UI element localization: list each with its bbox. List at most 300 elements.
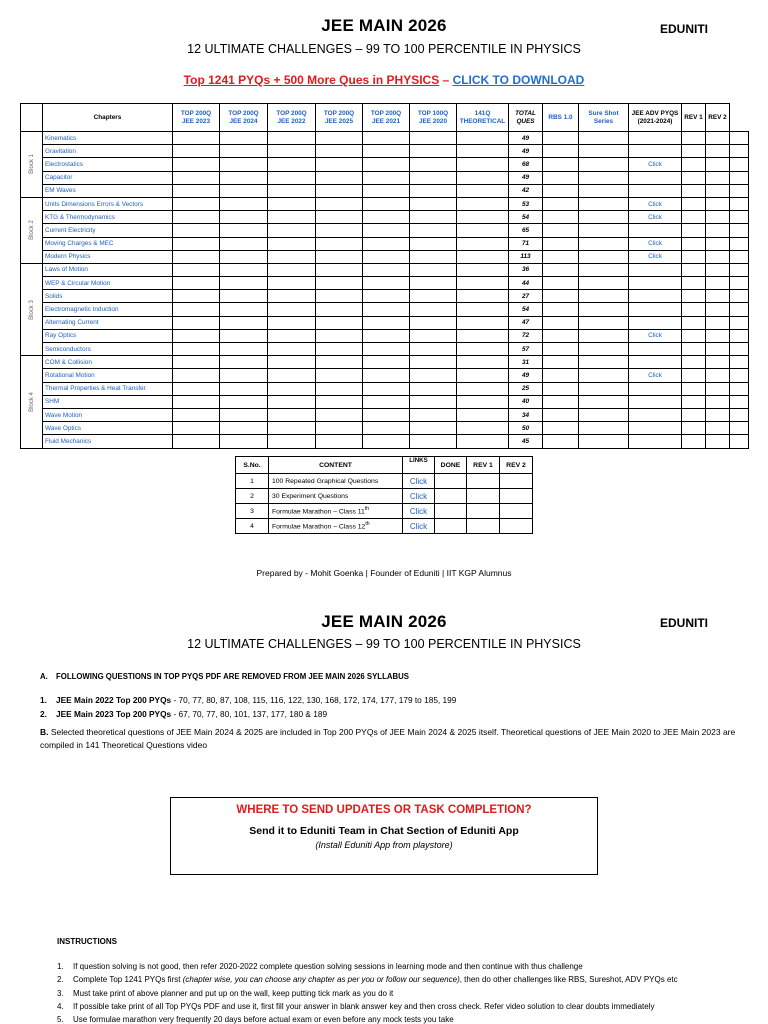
chapter-link[interactable]: Electromagnetic Induction (43, 303, 173, 316)
chapter-link[interactable]: Ray Optics (43, 329, 173, 342)
total-questions: 68 (509, 158, 543, 171)
adv-pyq-link (629, 263, 682, 276)
instruction-num: 5. (57, 1015, 64, 1024)
table-row (21, 422, 749, 435)
empty-cell (682, 184, 706, 197)
empty-cell (410, 250, 457, 263)
content-text: Formulae Marathon – Class 12 (272, 523, 366, 531)
page2-brand: EDUNITI (660, 616, 708, 630)
empty-cell (316, 422, 363, 435)
empty-cell (220, 329, 268, 342)
empty-cell (316, 316, 363, 329)
chapter-link[interactable]: Fluid Mechanics (43, 435, 173, 448)
empty-cell (316, 132, 363, 145)
total-questions: 27 (509, 290, 543, 303)
empty-cell (173, 211, 220, 224)
content-column-header: LINKS (403, 457, 435, 474)
empty-cell (363, 250, 410, 263)
page-subtitle: 12 ULTIMATE CHALLENGES – 99 TO 100 PERCENTILE IN PHYSICS (187, 42, 581, 56)
empty-cell (682, 343, 706, 356)
column-header: RBS 1.0 (543, 104, 579, 132)
empty-cell (457, 171, 509, 184)
total-questions: 31 (509, 356, 543, 369)
empty-cell (457, 382, 509, 395)
content-link[interactable]: Click (403, 504, 435, 519)
page2-title: JEE MAIN 2026 (321, 612, 447, 631)
empty-cell (173, 171, 220, 184)
total-questions: 49 (509, 132, 543, 145)
total-questions: 113 (509, 250, 543, 263)
empty-cell (579, 408, 629, 421)
instruction-after: , then do other challenges like RBS, Sureshot, ADV PYQs etc (459, 975, 678, 985)
empty-cell (730, 184, 749, 197)
total-questions: 53 (509, 197, 543, 210)
empty-cell (579, 422, 629, 435)
empty-cell (410, 171, 457, 184)
adv-pyq-link[interactable]: Click (629, 250, 682, 263)
empty-cell (730, 395, 749, 408)
block-label (21, 263, 43, 355)
adv-pyq-link (629, 422, 682, 435)
empty-cell (220, 250, 268, 263)
empty-cell (457, 224, 509, 237)
empty-cell (543, 290, 579, 303)
content-text: Formulae Marathon – Class 11 (272, 508, 365, 516)
empty-cell (173, 382, 220, 395)
empty-cell (268, 197, 316, 210)
instructions-list (57, 960, 757, 1024)
chapter-link[interactable]: Laws of Motion (43, 263, 173, 276)
empty-cell (543, 263, 579, 276)
chapter-link[interactable]: Electrostatics (43, 158, 173, 171)
total-questions: 36 (509, 263, 543, 276)
empty-cell (173, 369, 220, 382)
empty-cell (410, 132, 457, 145)
empty-cell (316, 329, 363, 342)
empty-cell (316, 145, 363, 158)
removed-num: 1. (40, 695, 47, 705)
empty-cell (173, 250, 220, 263)
empty-cell (706, 408, 730, 421)
table-row (21, 316, 749, 329)
total-questions: 44 (509, 277, 543, 290)
chapters-table (20, 103, 749, 449)
chapter-link[interactable]: Current Electricity (43, 224, 173, 237)
empty-cell (363, 435, 410, 448)
content-name (269, 504, 403, 519)
empty-cell (730, 250, 749, 263)
adv-pyq-link[interactable]: Click (629, 158, 682, 171)
table-row (21, 184, 749, 197)
empty-cell (730, 171, 749, 184)
chapter-link[interactable]: Semiconductors (43, 343, 173, 356)
empty-cell (579, 435, 629, 448)
empty-cell (730, 369, 749, 382)
chapter-link[interactable]: Kinematics (43, 132, 173, 145)
chapter-link[interactable]: Solids (43, 290, 173, 303)
empty-cell (173, 158, 220, 171)
empty-cell (682, 158, 706, 171)
empty-cell (220, 197, 268, 210)
chapter-link[interactable]: KTG & Thermodynamics (43, 211, 173, 224)
empty-cell (457, 408, 509, 421)
empty-cell (268, 145, 316, 158)
column-header: TOP 100Q JEE 2020 (410, 104, 457, 132)
chapter-link[interactable]: Moving Charges & MEC (43, 237, 173, 250)
adv-pyq-link (629, 382, 682, 395)
empty-cell (682, 197, 706, 210)
empty-cell (543, 145, 579, 158)
instruction-item (57, 973, 757, 986)
empty-cell (173, 145, 220, 158)
block-label (21, 197, 43, 263)
empty-cell (173, 263, 220, 276)
empty-cell (410, 184, 457, 197)
table-row (21, 250, 749, 263)
table-row (21, 356, 749, 369)
empty-cell (220, 369, 268, 382)
empty-cell (682, 237, 706, 250)
empty-cell (363, 329, 410, 342)
block-label-text: Block 2 (28, 220, 35, 241)
table-row (21, 237, 749, 250)
empty-cell (173, 197, 220, 210)
empty-cell (363, 343, 410, 356)
chapter-link[interactable]: Rotational Motion (43, 369, 173, 382)
section-a-text: FOLLOWING QUESTIONS IN TOP PYQS PDF ARE REMOVED FROM JEE MAIN 2026 SYLLABUS (56, 672, 409, 681)
empty-cell (220, 290, 268, 303)
instruction-num: 2. (57, 975, 64, 985)
empty-cell (543, 316, 579, 329)
content-column-header: REV 1 (467, 457, 500, 474)
chapter-link[interactable]: Wave Optics (43, 422, 173, 435)
empty-cell (268, 250, 316, 263)
empty-cell (730, 382, 749, 395)
empty-cell (730, 343, 749, 356)
total-questions: 49 (509, 171, 543, 184)
adv-pyq-link[interactable]: Click (629, 237, 682, 250)
empty-cell (706, 343, 730, 356)
total-questions: 42 (509, 184, 543, 197)
empty-cell (316, 277, 363, 290)
column-header: Chapters (43, 104, 173, 132)
content-link[interactable]: Click (403, 489, 435, 504)
empty-cell (173, 356, 220, 369)
chapter-link[interactable]: COM & Collision (43, 356, 173, 369)
content-link[interactable]: Click (403, 519, 435, 534)
removed-item (40, 695, 740, 709)
empty-cell (173, 224, 220, 237)
chapter-link[interactable]: EM Waves (43, 184, 173, 197)
empty-cell (706, 184, 730, 197)
adv-pyq-link[interactable]: Click (629, 211, 682, 224)
empty-cell (410, 356, 457, 369)
empty-cell (457, 316, 509, 329)
table-row (21, 158, 749, 171)
column-header: 141Q THEORETICAL (457, 104, 509, 132)
empty-cell (543, 197, 579, 210)
chapter-link[interactable]: Units Dimensions Errors & Vectors (43, 197, 173, 210)
empty-cell (706, 197, 730, 210)
empty-cell (363, 197, 410, 210)
page-title: JEE MAIN 2026 (321, 16, 447, 35)
instructions-title: INSTRUCTIONS (57, 937, 117, 946)
total-questions: 40 (509, 395, 543, 408)
empty-cell (220, 356, 268, 369)
empty-cell (457, 435, 509, 448)
empty-cell (706, 382, 730, 395)
chapter-link[interactable]: Wave Motion (43, 408, 173, 421)
table-header-row (21, 104, 749, 132)
empty-cell (363, 369, 410, 382)
empty-cell (579, 343, 629, 356)
block-label (21, 356, 43, 448)
empty-cell (457, 145, 509, 158)
empty-cell (579, 263, 629, 276)
empty-cell (316, 184, 363, 197)
empty-cell (316, 197, 363, 210)
adv-pyq-link (629, 132, 682, 145)
total-questions: 54 (509, 303, 543, 316)
empty-cell (410, 211, 457, 224)
empty-cell (543, 422, 579, 435)
removed-item (40, 709, 740, 723)
empty-cell (543, 250, 579, 263)
empty-cell (363, 356, 410, 369)
adv-pyq-link[interactable]: Click (629, 197, 682, 210)
empty-cell (543, 171, 579, 184)
chapter-link[interactable]: Modern Physics (43, 250, 173, 263)
table-row (21, 290, 749, 303)
empty-cell (457, 184, 509, 197)
empty-cell (268, 171, 316, 184)
empty-cell (268, 263, 316, 276)
empty-cell (220, 158, 268, 171)
empty-cell (730, 422, 749, 435)
empty-cell (220, 211, 268, 224)
instruction-item (57, 987, 757, 1000)
adv-pyq-link (629, 316, 682, 329)
empty-cell (220, 224, 268, 237)
empty-cell (706, 237, 730, 250)
empty-cell (706, 132, 730, 145)
empty-cell (363, 408, 410, 421)
empty-cell (268, 395, 316, 408)
total-questions: 50 (509, 422, 543, 435)
empty-cell (173, 408, 220, 421)
empty-cell (435, 474, 467, 489)
content-table-header (236, 457, 533, 474)
promo-dash: – (439, 73, 453, 87)
column-header: Sure Shot Series (579, 104, 629, 132)
total-questions: 34 (509, 408, 543, 421)
content-column-header: CONTENT (269, 457, 403, 474)
content-text: 100 Repeated Graphical Questions (272, 477, 379, 485)
empty-cell (730, 145, 749, 158)
empty-cell (706, 395, 730, 408)
section-b-label: B. (40, 727, 49, 737)
empty-cell (316, 171, 363, 184)
empty-cell (730, 290, 749, 303)
instruction-item (57, 1000, 757, 1013)
box-answer: Send it to Eduniti Team in Chat Section of Eduniti App (249, 825, 519, 837)
empty-cell (730, 329, 749, 342)
empty-cell (173, 343, 220, 356)
chapter-link[interactable]: WEP & Circular Motion (43, 277, 173, 290)
empty-cell (579, 237, 629, 250)
chapter-link[interactable]: Gravitation (43, 145, 173, 158)
empty-cell (220, 395, 268, 408)
instruction-text: Must take print of above planner and put up on the wall, keep putting tick mark as you do it (73, 988, 394, 998)
column-header: TOP 200Q JEE 2025 (316, 104, 363, 132)
empty-cell (682, 132, 706, 145)
table-row (21, 329, 749, 342)
empty-cell (730, 435, 749, 448)
empty-cell (730, 408, 749, 421)
total-questions: 25 (509, 382, 543, 395)
content-text: 30 Experiment Questions (272, 492, 349, 500)
block-header (21, 104, 43, 132)
empty-cell (363, 422, 410, 435)
removed-text: - 70, 77, 80, 87, 108, 115, 116, 122, 130, 168, 172, 174, 177, 179 to 185, 199 (171, 695, 457, 705)
chapter-link[interactable]: SHM (43, 395, 173, 408)
empty-cell (706, 422, 730, 435)
column-header: TOP 200Q JEE 2023 (173, 104, 220, 132)
empty-cell (579, 184, 629, 197)
empty-cell (173, 435, 220, 448)
empty-cell (363, 290, 410, 303)
empty-cell (543, 369, 579, 382)
table-row (21, 395, 749, 408)
empty-cell (268, 224, 316, 237)
empty-cell (173, 316, 220, 329)
empty-cell (682, 211, 706, 224)
empty-cell (467, 489, 500, 504)
empty-cell (682, 435, 706, 448)
empty-cell (268, 303, 316, 316)
empty-cell (730, 356, 749, 369)
table-row (21, 343, 749, 356)
empty-cell (706, 435, 730, 448)
adv-pyq-link[interactable]: Click (629, 329, 682, 342)
empty-cell (363, 263, 410, 276)
empty-cell (316, 369, 363, 382)
empty-cell (706, 356, 730, 369)
empty-cell (543, 158, 579, 171)
empty-cell (173, 290, 220, 303)
empty-cell (268, 132, 316, 145)
empty-cell (363, 132, 410, 145)
adv-pyq-link (629, 171, 682, 184)
empty-cell (268, 343, 316, 356)
serial-number: 2 (236, 489, 269, 504)
download-link[interactable]: CLICK TO DOWNLOAD (452, 73, 585, 87)
content-link[interactable]: Click (403, 474, 435, 489)
section-a-label: A. (40, 672, 48, 681)
empty-cell (457, 356, 509, 369)
instruction-text: If possible take print of all Top PYQs PDF and use it, first fill your answer in blank answer key and then cross check. Refer video solution to clear doubts immediately (73, 1001, 655, 1011)
content-column-header: DONE (435, 457, 467, 474)
content-table (235, 456, 533, 534)
empty-cell (220, 132, 268, 145)
empty-cell (706, 224, 730, 237)
empty-cell (410, 343, 457, 356)
empty-cell (363, 158, 410, 171)
empty-cell (730, 316, 749, 329)
empty-cell (316, 263, 363, 276)
empty-cell (579, 382, 629, 395)
empty-cell (435, 519, 467, 534)
empty-cell (268, 435, 316, 448)
instruction-num: 4. (57, 1001, 64, 1011)
adv-pyq-link (629, 290, 682, 303)
content-row (236, 474, 533, 489)
block-label-text: Block 3 (28, 299, 35, 320)
total-questions: 54 (509, 211, 543, 224)
chapter-link[interactable]: Capacitor (43, 171, 173, 184)
empty-cell (268, 158, 316, 171)
empty-cell (457, 158, 509, 171)
empty-cell (268, 329, 316, 342)
section-b-text: Selected theoretical questions of JEE Main 2024 & 2025 are included in Top 200 PYQs of JEE Main 2024 & 2025 itself. Theoretical questions of JEE Main 2020 to JEE Main 2023 are compiled in 141 Theoretical Questions video (40, 727, 736, 750)
removed-label: JEE Main 2022 Top 200 PYQs (56, 695, 172, 705)
empty-cell (543, 211, 579, 224)
total-questions: 47 (509, 316, 543, 329)
empty-cell (706, 329, 730, 342)
empty-cell (579, 224, 629, 237)
column-header: TOP 200Q JEE 2022 (268, 104, 316, 132)
empty-cell (579, 369, 629, 382)
adv-pyq-link (629, 435, 682, 448)
empty-cell (410, 237, 457, 250)
promo-text: Top 1241 PYQs + 500 More Ques in PHYSICS (183, 73, 440, 87)
adv-pyq-link[interactable]: Click (629, 369, 682, 382)
serial-number: 4 (236, 519, 269, 534)
empty-cell (467, 474, 500, 489)
empty-cell (268, 277, 316, 290)
chapter-link[interactable]: Thermal Properties & Heat Transfer (43, 382, 173, 395)
block-label-text: Block 4 (28, 392, 35, 412)
instruction-text: If question solving is not good, then refer 2020-2022 complete question solving sessions in learning mode and then continue with thus challenge (73, 962, 583, 971)
empty-cell (410, 382, 457, 395)
empty-cell (268, 316, 316, 329)
chapter-link[interactable]: Alternating Current (43, 316, 173, 329)
empty-cell (682, 422, 706, 435)
table-row (21, 435, 749, 448)
empty-cell (730, 197, 749, 210)
empty-cell (579, 132, 629, 145)
content-name (269, 474, 403, 489)
empty-cell (316, 356, 363, 369)
empty-cell (543, 303, 579, 316)
empty-cell (706, 250, 730, 263)
empty-cell (579, 316, 629, 329)
total-questions: 65 (509, 224, 543, 237)
adv-pyq-link (629, 145, 682, 158)
empty-cell (682, 171, 706, 184)
empty-cell (467, 504, 500, 519)
empty-cell (363, 184, 410, 197)
content-name (269, 489, 403, 504)
empty-cell (457, 277, 509, 290)
empty-cell (730, 211, 749, 224)
empty-cell (543, 343, 579, 356)
removed-num: 2. (40, 709, 47, 719)
empty-cell (682, 277, 706, 290)
empty-cell (363, 303, 410, 316)
empty-cell (363, 316, 410, 329)
empty-cell (173, 237, 220, 250)
